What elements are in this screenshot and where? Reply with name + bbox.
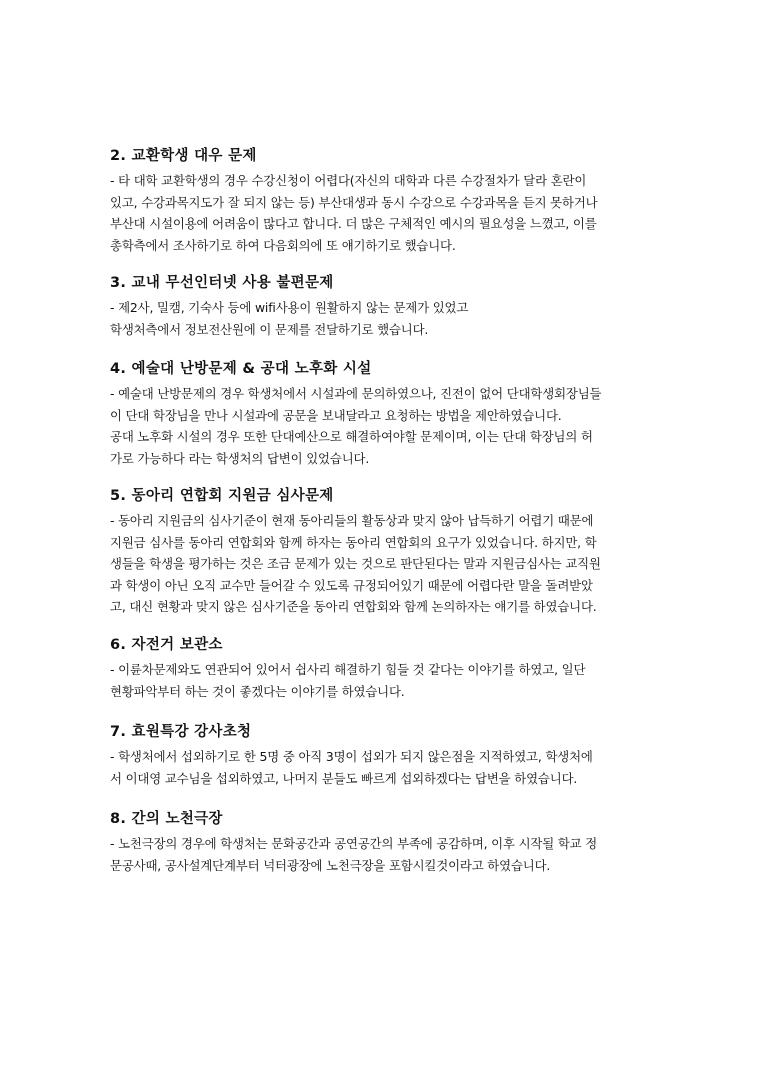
section-heading: 5. 동아리 연합회 지원금 심사문제 — [110, 488, 334, 504]
section-bicycle-storage — [110, 635, 662, 702]
paragraph-line: 지원금 심사를 동아리 연합회와 함께 하자는 동아리 연합회의 요구가 있었습니다. 하지만, 학 — [110, 534, 597, 550]
paragraph-line: 있고, 수강과목지도가 잘 되지 않는 등) 부산대생과 동시 수강으로 수강과목을 듣지 못하거나 — [110, 194, 598, 210]
section-heading: 8. 간의 노천극장 — [110, 811, 223, 827]
section-heading: 4. 예술대 난방문제 & 공대 노후화 시설 — [110, 361, 372, 377]
section-heading: 7. 효원특강 강사초청 — [110, 724, 252, 740]
paragraph-line: 가로 가능하다 라는 학생처의 답변이 있었습니다. — [110, 450, 370, 466]
paragraph-line: - 예술대 난방문제의 경우 학생처에서 시설과에 문의하였으나, 진전이 없어 단대학생회장님들 — [110, 386, 602, 401]
paragraph-line: 생들을 학생을 평가하는 것은 조금 문제가 있는 것으로 판단된다는 말과 지원금심사는 교직원 — [110, 556, 601, 571]
paragraph-line: 총학측에서 조사하기로 하여 다음회의에 또 얘기하기로 했습니다. — [110, 237, 456, 253]
paragraph-line: 서 이대영 교수님을 섭외하였고, 나머지 분들도 빠르게 섭외하겠다는 답변을 하였습니다. — [110, 770, 578, 786]
section-heading: 2. 교환학생 대우 문제 — [110, 148, 257, 164]
section-exchange-students — [110, 146, 662, 256]
paragraph-line: - 타 대학 교환학생의 경우 수강신청이 어렵다(자신의 대학과 다른 수강절차가 달라 혼란이 — [110, 173, 587, 188]
section-club-funding — [110, 486, 662, 618]
paragraph-line: 학생처측에서 정보전산원에 이 문제를 전달하기로 했습니다. — [110, 321, 429, 337]
paragraph-line: 공대 노후화 시설의 경우 또한 단대예산으로 해결하여야할 문제이며, 이는 단대 학장님의 허 — [110, 429, 593, 444]
section-wireless-internet — [110, 273, 662, 340]
paragraph-line: - 이륜차문제와도 연관되어 있어서 쉽사리 해결하기 힘들 것 같다는 이야기를 하였고, 일단 — [110, 662, 586, 677]
paragraph-line: - 동아리 지원금의 심사기준이 현재 동아리들의 활동상과 맞지 않아 납득하기 어렵기 때문에 — [110, 513, 594, 528]
paragraph-line: - 제2사, 밀캠, 기숙사 등에 wifi사용이 원활하지 않는 문제가 있었고 — [110, 300, 469, 315]
paragraph-line: 문공사때, 공사설계단계부터 넉터광장에 노천극장을 포함시킬것이라고 하였습니다. — [110, 857, 551, 873]
section-heating-facilities — [110, 359, 662, 469]
section-heading: 6. 자전거 보관소 — [110, 637, 223, 653]
paragraph-line: 현황파악부터 하는 것이 좋겠다는 이야기를 하였습니다. — [110, 683, 405, 699]
section-outdoor-theater — [110, 809, 662, 876]
paragraph-line: 이 단대 학장님을 만나 시설과에 공문을 보내달라고 요청하는 방법을 제안하였습니다. — [110, 407, 562, 423]
paragraph-line: 고, 대신 현황과 맞지 않은 심사기준을 동아리 연합회와 함께 논의하자는 얘기를 하였습니다. — [110, 599, 597, 614]
paragraph-line: 과 학생이 아닌 오직 교수만 들어갈 수 있도록 규정되어있기 때문에 어렵다란 말을 돌려받았 — [110, 577, 593, 593]
paragraph-line: - 학생처에서 섭외하기로 한 5명 중 아직 3명이 섭외가 되지 않은점을 지적하였고, 학생처에 — [110, 749, 593, 764]
paragraph-line: - 노천극장의 경우에 학생처는 문화공간과 공연공간의 부족에 공감하며, 이후 시작될 학교 정 — [110, 836, 598, 851]
section-lecture-invitation — [110, 722, 662, 789]
section-heading: 3. 교내 무선인터넷 사용 불편문제 — [110, 275, 334, 291]
paragraph-line: 부산대 시설이용에 어려움이 많다고 합니다. 더 많은 구체적인 예시의 필요성을 느꼈고, 이를 — [110, 216, 597, 231]
